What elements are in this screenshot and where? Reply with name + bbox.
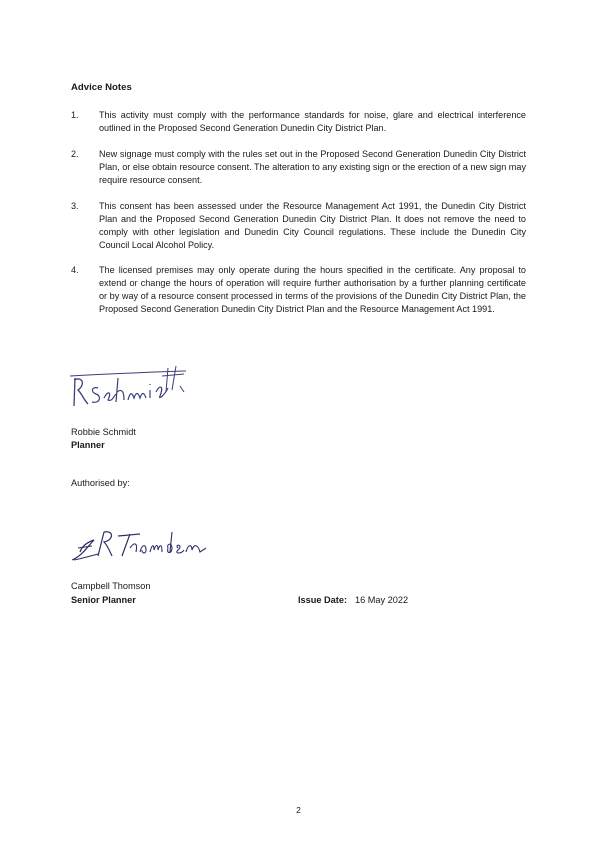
issue-date-value: 16 May 2022 xyxy=(355,595,409,605)
planner-role: Planner xyxy=(71,440,105,450)
note-number: 1. xyxy=(71,110,79,120)
issue-date-label: Issue Date: xyxy=(298,595,348,605)
note-text: This activity must comply with the performance standards for noise, glare and electrical interference outlined in the Proposed Second Generation Dunedin City District Plan. xyxy=(99,110,526,133)
note-text: The licensed premises may only operate during the hours specified in the certificate. Any proposal to extend or change the hours of operation will require further authorisation by a further planning certificate or by way of a resource consent processed in terms of the provisions of the Dunedin City District Plan, the Proposed Second Generation Dunedin City District Plan and the Resource Management Act 1991. xyxy=(99,265,526,314)
advice-note-3 xyxy=(71,200,526,252)
page-number: 2 xyxy=(296,805,301,815)
advice-note-2 xyxy=(71,148,526,188)
senior-planner-role: Senior Planner xyxy=(71,595,136,605)
advice-note-1 xyxy=(71,109,526,135)
planner-signature xyxy=(68,362,192,412)
senior-planner-signature xyxy=(68,526,212,566)
note-number: 3. xyxy=(71,201,79,211)
note-text: New signage must comply with the rules set out in the Proposed Second Generation Dunedin City District Plan, or else obtain resource consent. The alteration to any existing sign or the erection of a new sign may require resource consent. xyxy=(99,149,526,185)
note-number: 4. xyxy=(71,265,79,275)
planner-name: Robbie Schmidt xyxy=(71,427,136,437)
advice-note-4 xyxy=(71,264,526,330)
note-text: This consent has been assessed under the Resource Management Act 1991, the Dunedin City District Plan and the Proposed Second Generation Dunedin City District Plan. It does not remove the need to comply with other legislation and Dunedin City Council regulations. These include the Dunedin City Council Local Alcohol Policy. xyxy=(99,201,526,250)
authorised-by-label: Authorised by: xyxy=(71,478,130,488)
senior-planner-name: Campbell Thomson xyxy=(71,581,151,591)
advice-notes-heading: Advice Notes xyxy=(71,82,132,93)
note-number: 2. xyxy=(71,149,79,159)
